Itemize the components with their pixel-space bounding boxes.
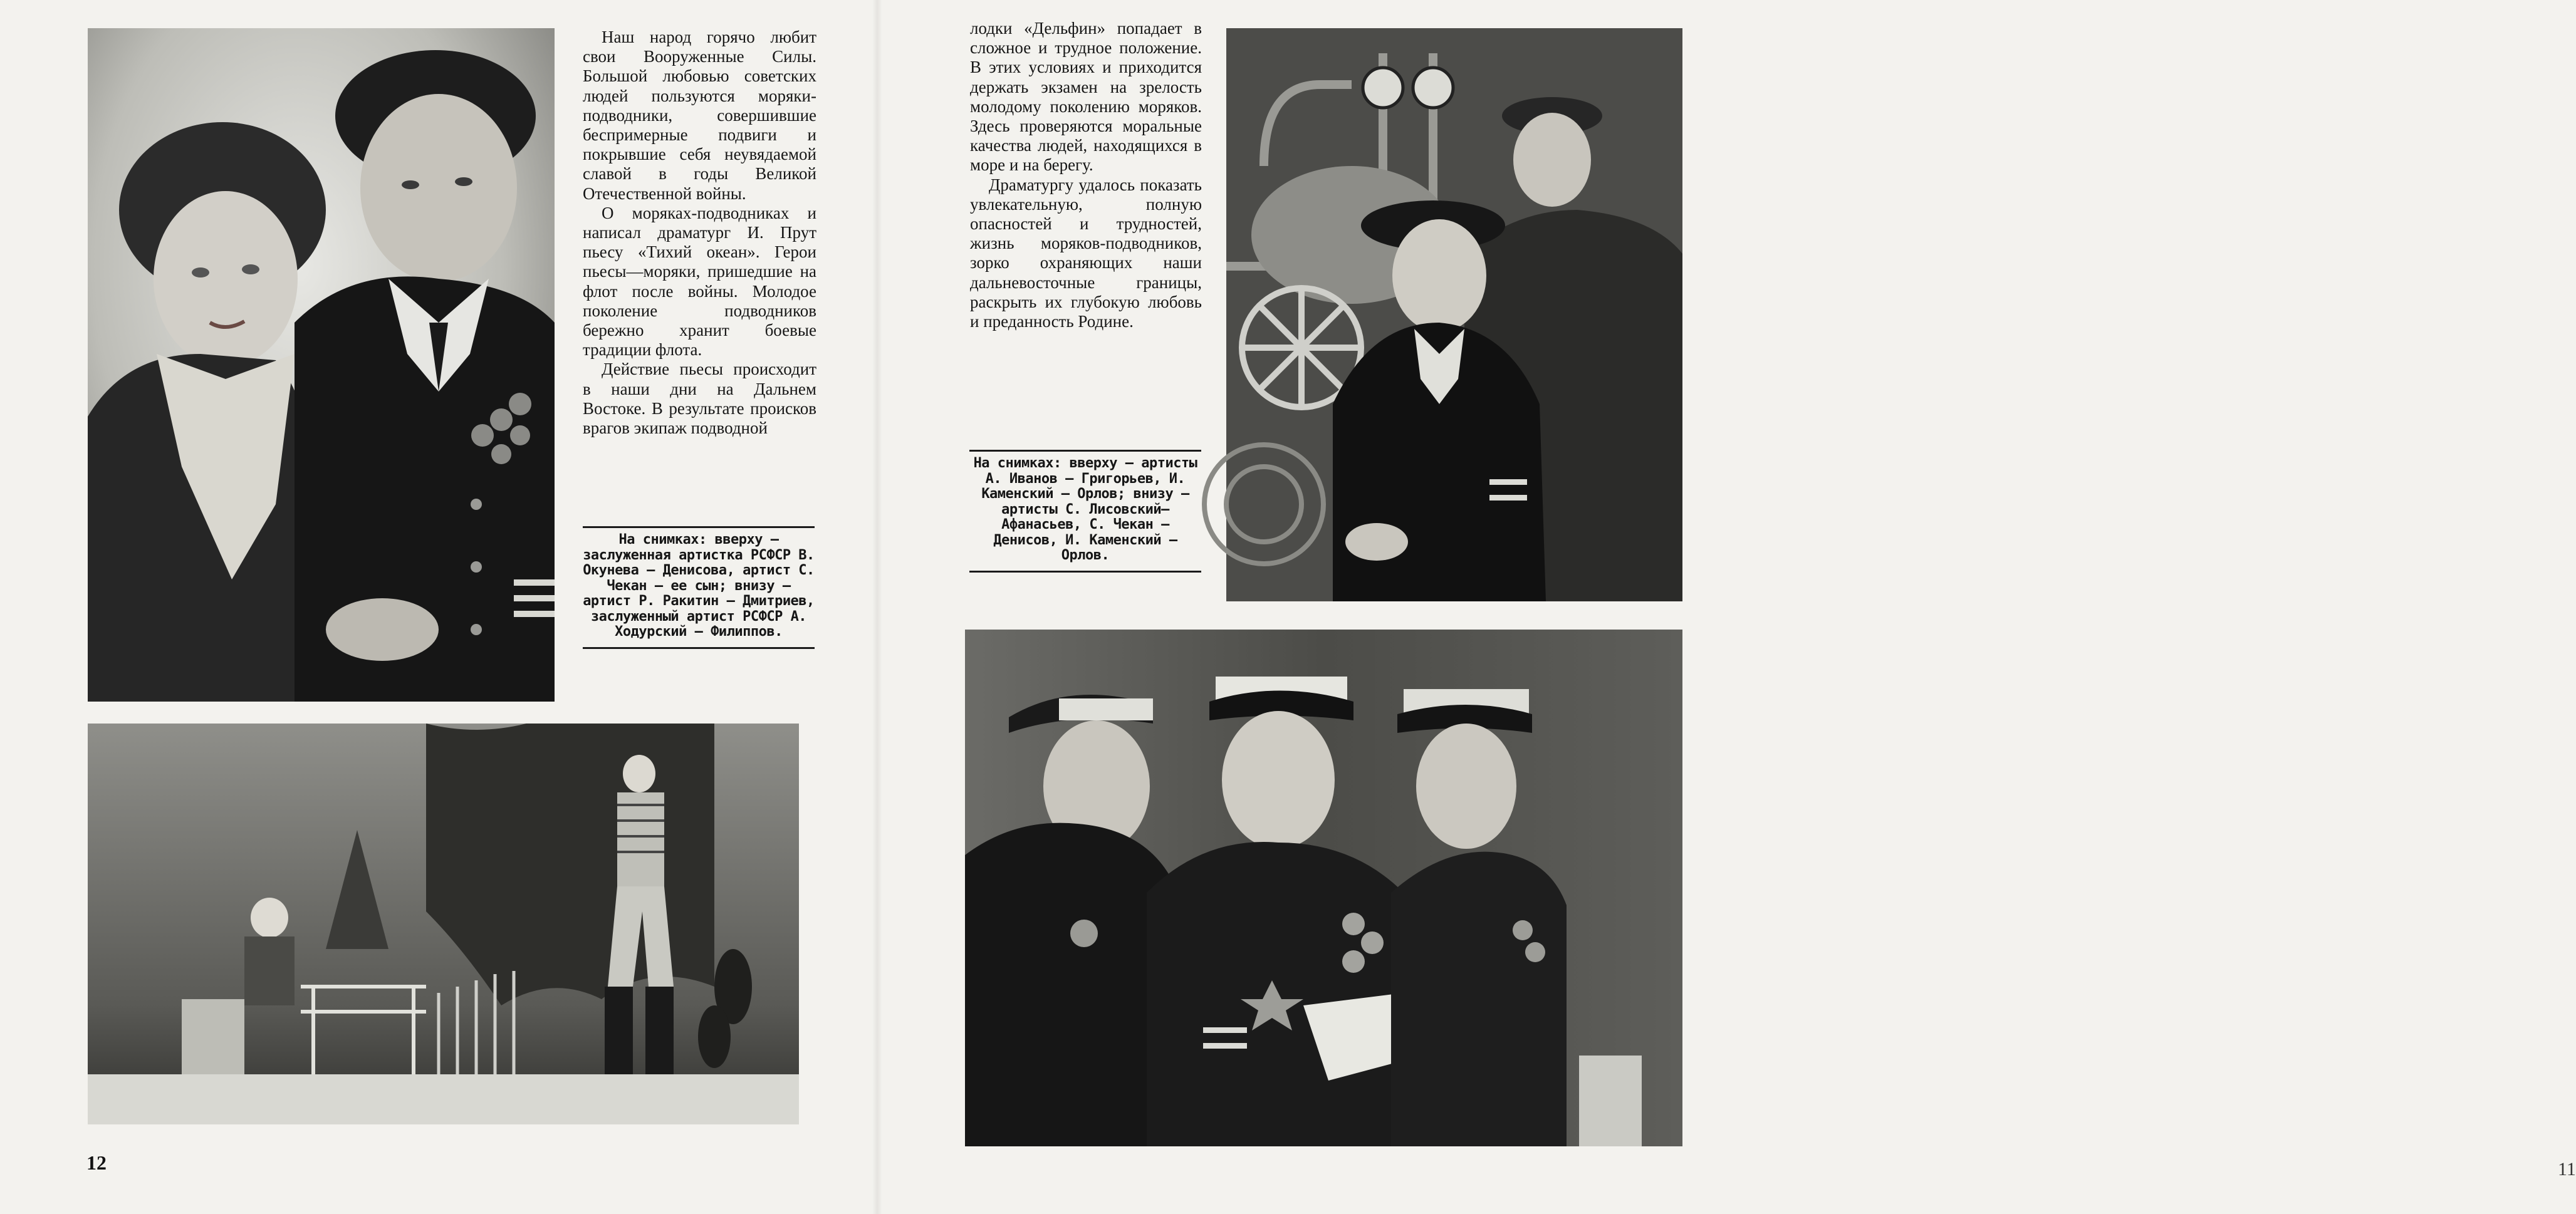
caption-rule-top xyxy=(969,450,1201,452)
photo-three-officers-image xyxy=(965,630,1682,1146)
article-paragraph: Драматургу удалось показать увлекательную, полную опасностей и трудностей, жизнь моряков-подводников, зорко охраняющих наши дальневосточные границы, раскрыть их глубокую любовь и преданность Родине. xyxy=(970,175,1202,331)
photo-caption-left xyxy=(583,532,815,640)
article-text-column-left xyxy=(583,28,816,438)
article-paragraph: Наш народ горячо любит свои Вооруженные Силы. Большой любовью советских людей пользуются моряки-подводники, совершившие беспримерные подвиги и покрывшие себя неувядаемой славой в годы Великой Отечественной войны. xyxy=(583,28,816,203)
caption-text: На снимках: вверху — заслуженная артистка РСФСР В. Окунева — Денисова, артист С. Чекан — ее сын; внизу — артист Р. Ракитин — Дмитриев, заслуженный артист РСФСР А. Ходурский — Филиппов. xyxy=(583,532,815,640)
page-number-right: 11 xyxy=(2558,1159,2576,1180)
article-text-column-right xyxy=(970,19,1202,331)
photo-three-officers xyxy=(965,630,1682,1146)
article-paragraph: лодки «Дельфин» попадает в сложное и трудное положение. В этих условиях и приходится держать экзамен на зрелость молодому поколению моряков. Здесь проверяются моральные качества людей, находящихся в море и на берегу. xyxy=(970,19,1202,175)
caption-rule-bottom xyxy=(583,647,815,649)
page-number-left: 12 xyxy=(86,1151,107,1174)
photo-stage-scene-image xyxy=(88,724,799,1124)
photo-stage-scene xyxy=(88,724,799,1124)
photo-caption-right xyxy=(969,456,1201,564)
photo-mother-and-son xyxy=(88,28,555,702)
photo-engine-room xyxy=(1226,28,1682,601)
photo-engine-room-image xyxy=(1226,28,1682,601)
caption-rule-top xyxy=(583,526,815,528)
caption-rule-bottom xyxy=(969,571,1201,573)
article-paragraph: О моряках-подводниках и написал драматург И. Прут пьесу «Тихий океан». Герои пьесы—моряки, пришедшие на флот после войны. Молодое поколение подводников бережно хранит боевые традиции флота. xyxy=(583,203,816,360)
photo-mother-and-son-image xyxy=(88,28,555,702)
article-paragraph: Действие пьесы происходит в наши дни на Дальнем Востоке. В результате происков врагов экипаж подводной xyxy=(583,360,816,438)
caption-text: На снимках: вверху — артисты А. Иванов — Григорьев, И. Каменский — Орлов; внизу — артисты С. Лисовский—Афанасьев, С. Чекан — Денисов, И. Каменский — Орлов. xyxy=(973,455,1197,563)
left-page xyxy=(0,0,877,1214)
